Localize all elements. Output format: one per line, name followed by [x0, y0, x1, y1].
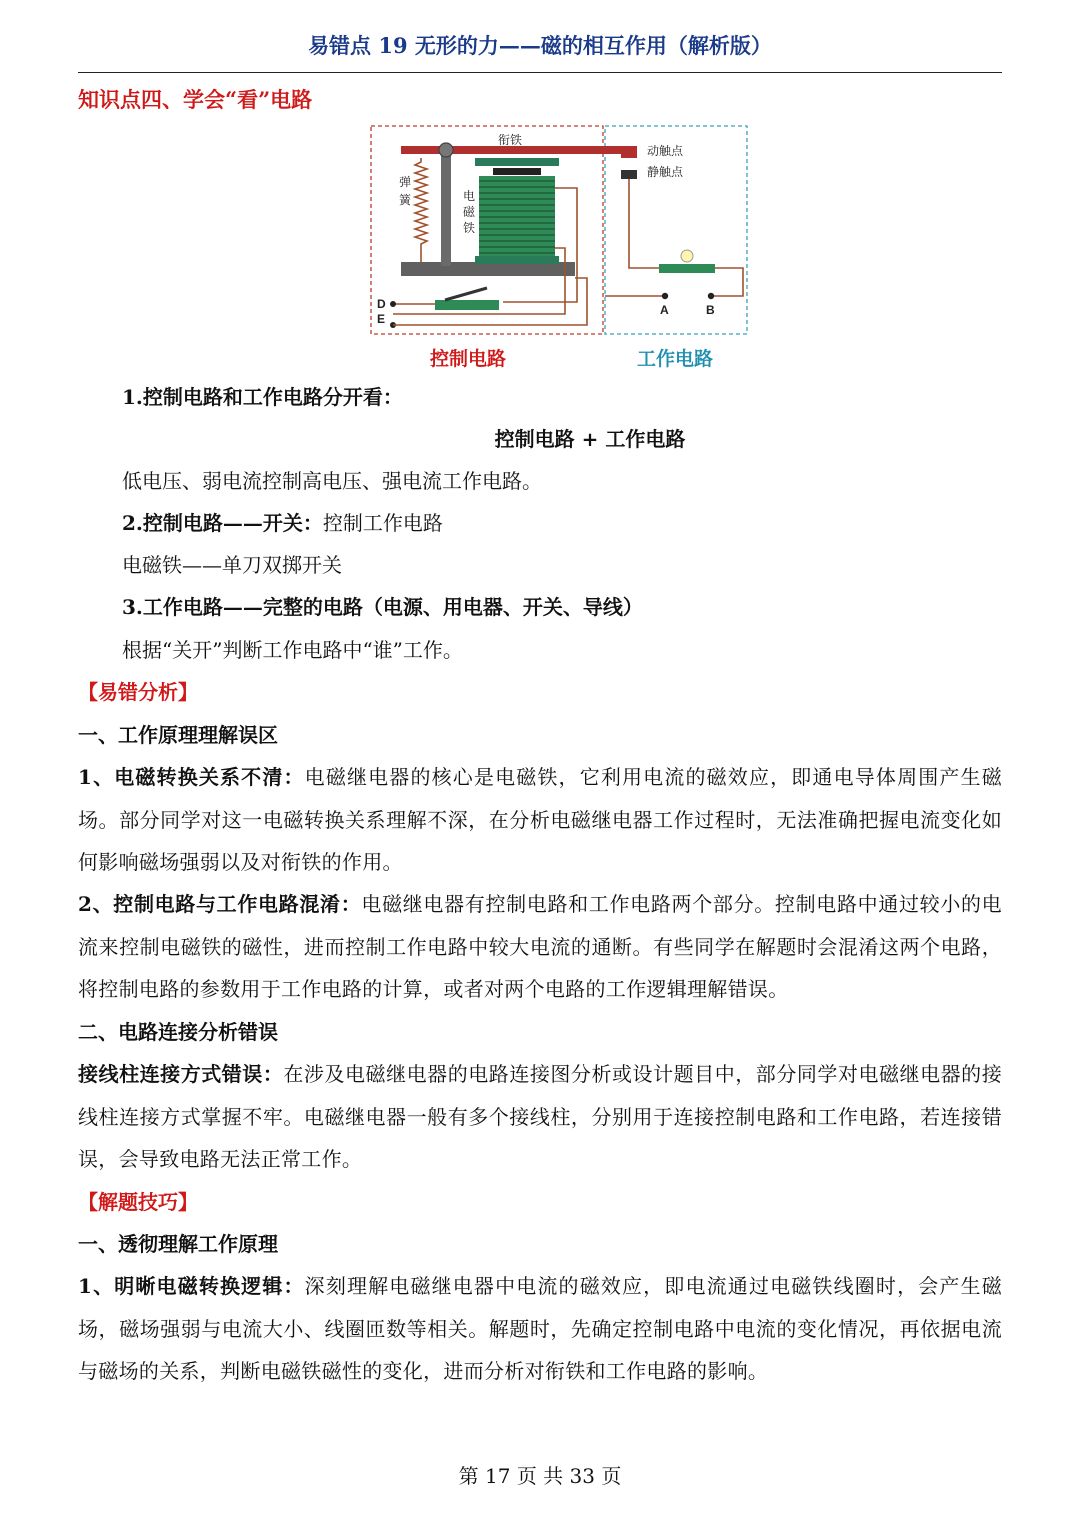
work-wire-1 [629, 179, 665, 268]
analysis-item-1 [78, 756, 1002, 884]
label-armature: 衔铁 [498, 133, 523, 147]
analysis-item-1-title: 1、电磁转换关系不清： [78, 765, 305, 789]
label-terminal-d: D [377, 297, 386, 311]
label-terminal-a: A [660, 303, 669, 317]
analysis-item-1-text: 电磁继电器的核心是电磁铁，它利用电流的磁效应，即通电导体周围产生磁场。部分同学对这一电磁转换关系理解不深，在分析电磁继电器工作过程时，无法准确把握电流变化如何影响磁场强弱以及对衔铁的作用。 [78, 765, 1002, 874]
magnet-coil [479, 176, 555, 258]
terminal-a-dot [662, 293, 668, 299]
point-3-desc: 根据“关开”判断工作电路中“谁”工作。 [122, 638, 463, 662]
point-2-desc: 控制工作电路 [322, 511, 443, 535]
page-number: 第 17 页 共 33 页 [458, 1464, 622, 1488]
label-terminal-b: B [706, 303, 715, 317]
page-header-title: 易错点 19 无形的力——磁的相互作用（解析版） [308, 33, 772, 58]
label-magnet-3: 铁 [463, 221, 476, 235]
terminal-b-dot [708, 293, 714, 299]
tips-sub1: 一、透彻理解工作原理 [78, 1232, 278, 1256]
label-control-circuit: 控制电路 [430, 349, 507, 370]
point-1-title: 1.控制电路和工作电路分开看： [122, 385, 403, 409]
analysis-item-2-title: 2、控制电路与工作电路混淆： [78, 892, 362, 916]
static-contact [621, 170, 637, 179]
analysis-item-2 [78, 883, 1002, 1011]
point-3-title: 3.工作电路——完整的电路（电源、用电器、开关、导线） [122, 595, 643, 619]
analysis-sub1: 一、工作原理理解误区 [78, 723, 278, 747]
magnet-pole [493, 168, 541, 175]
control-switch-base [435, 300, 499, 310]
armature-bar [401, 146, 637, 154]
label-static-contact: 静触点 [647, 165, 684, 179]
analysis-item-3 [78, 1053, 1002, 1181]
point-1-desc: 低电压、弱电流控制高电压、强电流工作电路。 [122, 469, 542, 493]
label-spring-1: 弹 [399, 175, 412, 189]
label-work-circuit: 工作电路 [637, 349, 714, 370]
lamp-bulb [681, 250, 693, 262]
analysis-item-3-text: 在涉及电磁继电器的电路连接图分析或设计题目中，部分同学对电磁继电器的接线柱连接方式掌握不牢。电磁继电器一般有多个接线柱，分别用于连接控制电路和工作电路，若连接错误，会导致电路无法正常工作。 [78, 1062, 1003, 1171]
point-2-title: 2.控制电路——开关： [122, 511, 323, 535]
header-divider [78, 72, 1002, 73]
label-terminal-e: E [377, 312, 386, 326]
work-wire-3 [711, 268, 743, 296]
point-2-line2: 电磁铁——单刀双掷开关 [122, 553, 342, 577]
analysis-heading: 【易错分析】 [78, 680, 198, 704]
label-spring-2: 簧 [399, 193, 412, 207]
analysis-item-3-title: 接线柱连接方式错误： [78, 1062, 284, 1086]
label-magnet-1: 电 [463, 189, 476, 203]
relay-base [401, 262, 575, 276]
tips-heading: 【解题技巧】 [78, 1190, 198, 1214]
relay-diagram [365, 118, 755, 380]
magnet-core-top [475, 158, 559, 166]
terminal-d-dot [390, 301, 396, 307]
tips-item-1 [78, 1265, 1002, 1393]
analysis-sub2: 二、电路连接分析错误 [78, 1020, 278, 1044]
section-title: 知识点四、学会“看”电路 [78, 87, 313, 112]
armature-pivot [439, 143, 453, 157]
lamp-base [659, 264, 715, 273]
analysis-item-2-text: 电磁继电器有控制电路和工作电路两个部分。控制电路中通过较小的电流来控制电磁铁的磁性，进而控制工作电路中较大电流的通断。有些同学在解题时会混淆这两个电路，将控制电路的参数用于工作电路的计算，或者对两个电路的工作逻辑理解错误。 [78, 892, 1002, 1001]
label-magnet-2: 磁 [463, 205, 476, 219]
moving-contact [621, 148, 637, 158]
label-moving-contact: 动触点 [647, 144, 684, 158]
spring [415, 158, 427, 262]
tips-item-1-title: 1、明晰电磁转换逻辑： [78, 1274, 305, 1298]
control-switch-lever [445, 288, 487, 300]
relay-post [441, 146, 451, 266]
point-1-formula: 控制电路 + 工作电路 [494, 427, 686, 451]
tips-item-1-text: 深刻理解电磁继电器中电流的磁效应，即电流通过电磁铁线圈时，会产生磁场，磁场强弱与电流大小、线圈匝数等相关。解题时，先确定控制电路中电流的变化情况，再依据电流与磁场的关系，判断电磁铁磁性的变化，进而分析对衔铁和工作电路的影响。 [78, 1274, 1002, 1383]
magnet-core-bottom [475, 256, 559, 264]
point-2-line [122, 508, 1002, 538]
